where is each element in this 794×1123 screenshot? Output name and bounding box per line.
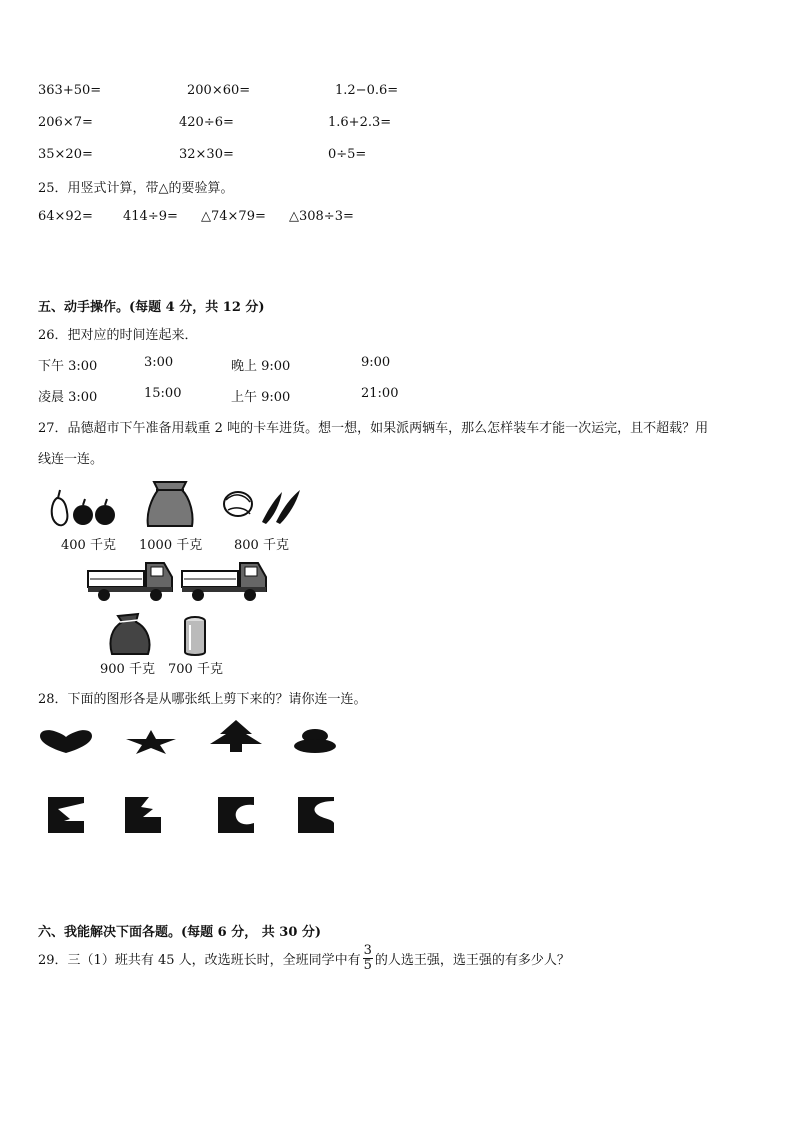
question-27-title-line2: 线连一连。 [38,452,104,467]
vegetables-icon [220,486,304,526]
calc-item: 363+50= [38,83,102,98]
truck-icon [86,559,176,603]
time-item: 下午 3:00 [38,359,98,374]
goods-weight-label: 900 千克 [100,662,155,677]
calc-item: 206×7= [38,115,93,130]
mushroom-shape [292,728,338,754]
vertical-calc-item: △308÷3= [289,209,354,224]
calc-item: 420÷6= [179,115,234,130]
fraction [363,944,373,973]
calc-item: 35×20= [38,147,93,162]
fruit-icon [45,478,125,528]
calc-item: 32×30= [179,147,234,162]
cut-paper-4 [298,797,334,835]
goods-weight-label: 400 千克 [61,538,116,553]
section-5-heading: 五、动手操作。(每题 4 分，共 12 分) [38,300,265,315]
question-29 [38,943,570,975]
heart-shape [38,728,94,754]
goods-weight-label: 800 千克 [234,538,289,553]
truck-icon [180,559,270,603]
time-item: 晚上 9:00 [231,359,291,374]
calc-item: 1.2−0.6= [335,83,399,98]
fraction-denominator: 5 [363,958,372,973]
calc-item: 1.6+2.3= [328,115,392,130]
question-28-title: 28．下面的图形各是从哪张纸上剪下来的？请你连一连。 [38,692,367,707]
star-shape [124,730,178,754]
vertical-calc-item: 64×92= [38,209,93,224]
sack-icon [146,478,196,528]
calc-item: 0÷5= [328,147,367,162]
section-6-heading: 六、我能解决下面各题。(每题 6 分， 共 30 分) [38,925,322,940]
time-item: 21:00 [361,386,399,401]
question-27-title-line1: 27．品德超市下午准备用载重 2 吨的卡车进货。想一想，如果派两辆车，那么怎样装车才能一次运完，且不超载？用 [38,421,709,436]
time-item: 9:00 [361,355,391,370]
goods-weight-label: 1000 千克 [139,538,203,553]
time-item: 上午 9:00 [231,390,291,405]
time-item: 凌晨 3:00 [38,390,98,405]
time-item: 3:00 [144,355,174,370]
question-25-title: 25．用竖式计算，带△的要验算。 [38,181,234,196]
vertical-calc-item: 414÷9= [123,209,178,224]
cut-paper-3 [218,797,254,835]
fraction-numerator: 3 [363,943,372,958]
barrel-icon [182,616,208,658]
question-29-text-after: 的人选王强，选王强的有多少人？ [374,953,570,968]
calc-item: 200×60= [187,83,251,98]
arrow-tree-shape [208,720,264,754]
question-26-title: 26．把对应的时间连起来． [38,328,198,343]
goods-weight-label: 700 千克 [168,662,223,677]
time-item: 15:00 [144,386,182,401]
bag-icon [108,612,154,656]
cut-paper-2 [125,797,161,835]
cut-paper-1 [48,797,84,835]
question-29-text-before: 29．三（1）班共有 45 人，改选班长时，全班同学中有 [38,953,361,968]
vertical-calc-item: △74×79= [201,209,266,224]
